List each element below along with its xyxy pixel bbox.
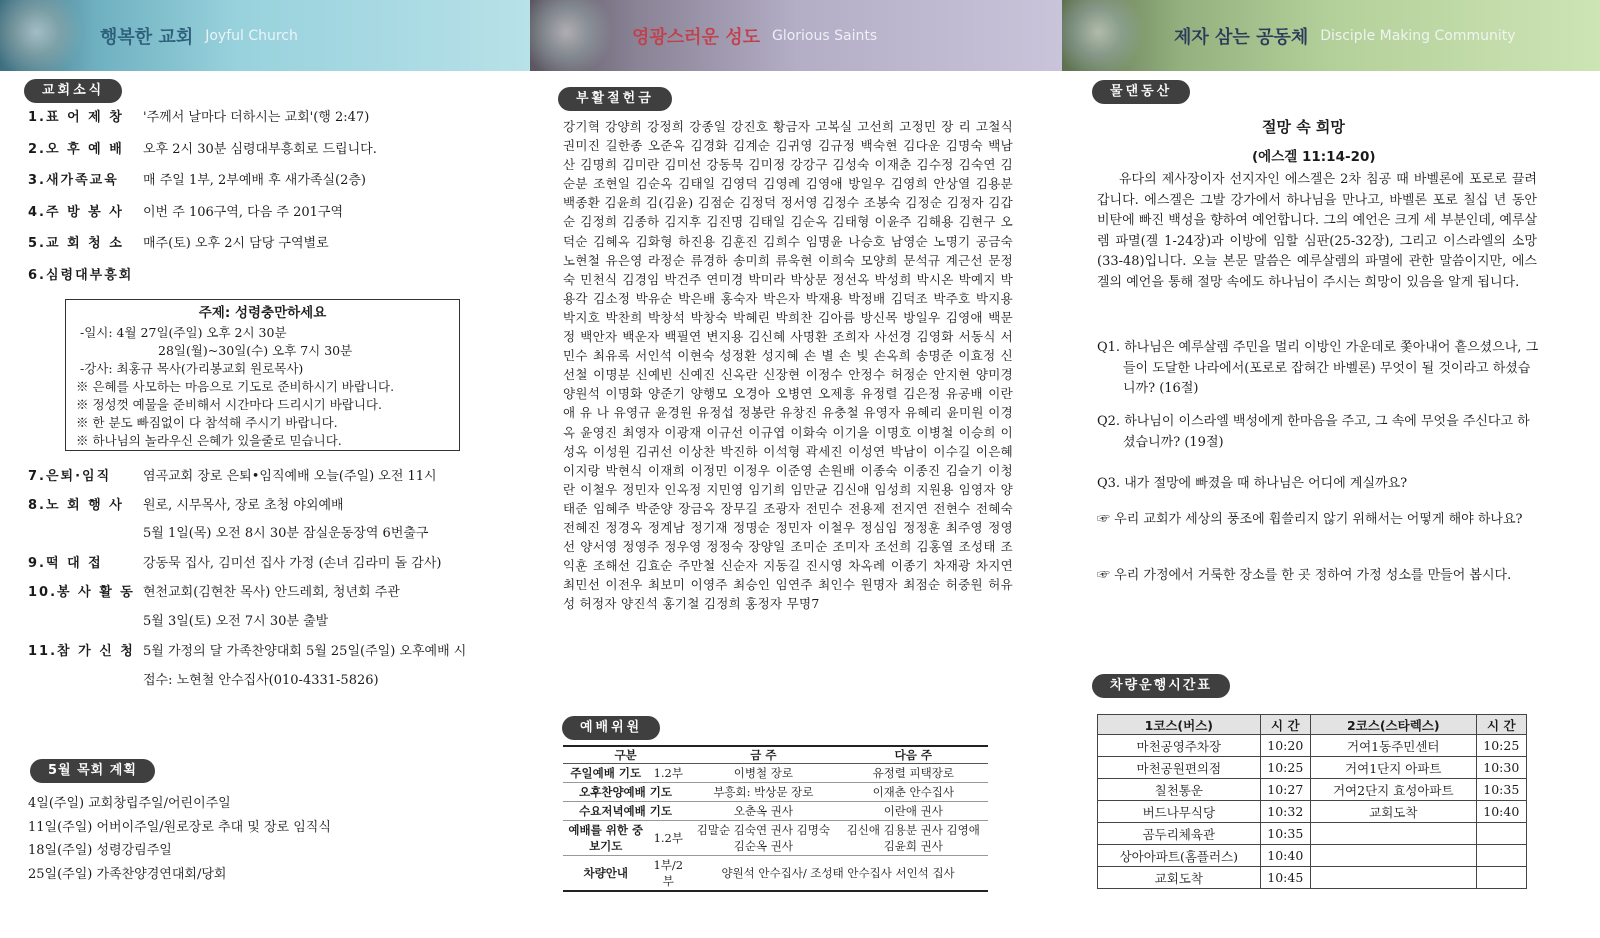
header-title: 제자 삼는 공동체 bbox=[1174, 26, 1309, 48]
news-item bbox=[28, 138, 498, 170]
header-photo bbox=[1062, 0, 1152, 71]
cell: 거여1단지 아파트 bbox=[1311, 757, 1477, 779]
worship-this: 부흥회: 박상문 장로 bbox=[688, 783, 838, 802]
header-photo bbox=[530, 0, 620, 71]
plan-item: 25일(주일) 가족찬양경연대회/당회 bbox=[28, 866, 227, 882]
revival-line: ※ 은혜를 사모하는 마음으로 기도로 준비하시기 바랍니다. bbox=[76, 379, 395, 394]
news-item bbox=[28, 522, 498, 552]
col-header: 금 주 bbox=[688, 746, 838, 764]
cell bbox=[1476, 867, 1526, 889]
table-row bbox=[563, 821, 988, 856]
worship-next: 김신애 김용분 권사 김영애 김윤희 권사 bbox=[839, 821, 988, 856]
worship-part: 1.2부 bbox=[648, 821, 688, 856]
news-item-value: 이번 주 106구역, 다음 주 201구역 bbox=[143, 204, 344, 220]
cell: 10:40 bbox=[1476, 801, 1526, 823]
table-row bbox=[563, 856, 988, 892]
news-item-value: 5월 가정의 달 가족찬양대회 5월 25일(주일) 오후예배 시 bbox=[143, 644, 467, 659]
table-row bbox=[1098, 845, 1527, 867]
col-header: 1코스(버스) bbox=[1098, 715, 1261, 735]
table-row bbox=[1098, 735, 1527, 757]
header-subtitle: Glorious Saints bbox=[771, 27, 878, 44]
news-item bbox=[28, 669, 498, 698]
news-item-value: 매 주일 1부, 2부예배 후 새가족실(2층) bbox=[143, 173, 367, 188]
cell: 10:20 bbox=[1260, 735, 1310, 757]
news-item bbox=[28, 640, 498, 669]
cell: 상아아파트(홈플러스) bbox=[1098, 845, 1261, 867]
news-item-label: 3.새가족교육 bbox=[28, 173, 119, 188]
worship-cat: 주일예배 기도 bbox=[563, 764, 648, 783]
cell: 거여1동주민센터 bbox=[1311, 735, 1477, 757]
header-title: 행복한 교회 bbox=[100, 26, 194, 48]
cell: 10:35 bbox=[1476, 779, 1526, 801]
cell bbox=[1476, 845, 1526, 867]
news-item-value: 원로, 시무목사, 장로 초청 야외예배 bbox=[143, 498, 344, 513]
cell bbox=[1476, 823, 1526, 845]
news-item bbox=[28, 169, 498, 201]
worship-this: 김말순 김숙연 권사 김명숙 김순옥 권사 bbox=[688, 821, 838, 856]
news-list-2 bbox=[28, 465, 498, 698]
news-item-label: 6.심령대부흥회 bbox=[28, 267, 134, 283]
cell: 거여2단지 효성아파트 bbox=[1311, 779, 1477, 801]
table-header bbox=[1098, 715, 1527, 735]
news-item bbox=[28, 494, 498, 522]
news-item-value: '주께서 날마다 더하시는 교회'(행 2:47) bbox=[143, 110, 370, 125]
news-item-label: 2.오 후 예 배 bbox=[28, 141, 124, 157]
cell: 마천공원편의점 bbox=[1098, 757, 1261, 779]
table-row bbox=[563, 802, 988, 821]
study-title: 절망 속 희망 bbox=[1262, 118, 1345, 136]
bus-table bbox=[1097, 714, 1527, 889]
worship-cat: 수요저녁예배 기도 bbox=[563, 802, 688, 821]
news-list bbox=[28, 106, 498, 295]
study-scripture: (에스겔 11:14-20) bbox=[1252, 149, 1376, 165]
header-subtitle: Joyful Church bbox=[205, 27, 298, 44]
cell bbox=[1311, 823, 1477, 845]
header-title: 영광스러운 성도 bbox=[632, 26, 760, 48]
bus-label: 차량운행시간표 bbox=[1092, 674, 1230, 698]
study-label: 물댄동산 bbox=[1092, 80, 1190, 104]
plan-item: 4일(주일) 교회창립주일/어린이주일 bbox=[28, 796, 231, 811]
news-item-value: 5월 1일(목) 오전 8시 30분 잠실운동장역 6번출구 bbox=[143, 526, 429, 541]
study-question: Q1. 하나님은 예루살렘 주민을 멀리 이방인 가운데로 쫓아내어 흩으셨으나, 그들이 도달한 나라에서(포로로 잡혀간 바벨론) 무엇이 될 것이라고 하셨습니까? (16절) bbox=[1097, 340, 1539, 396]
table-row bbox=[1098, 779, 1527, 801]
news-item-label: 9.떡 대 접 bbox=[28, 556, 103, 571]
news-item-value: 현천교회(김현찬 목사) 안드레회, 청년회 주관 bbox=[143, 585, 400, 600]
revival-line: ※ 정성껏 예물을 준비해서 시간마다 드리시기 바랍니다. bbox=[76, 397, 382, 412]
header-joyful-church bbox=[0, 0, 530, 71]
col-header: 다음 주 bbox=[839, 746, 988, 764]
revival-box bbox=[65, 299, 460, 451]
study-body: 유다의 제사장이자 선지자인 에스겔은 2차 침공 때 바벨론에 포로로 끌려갑니다. 에스겔은 그발 강가에서 하나님을 만나고, 바벨론 포로 칠십 년 동안 비탄에 빠진 백성을 향하여 예언합니다. 그의 예언은 크게 세 부분인데, 예루살렘 파멸(겔 1-24장)과 이방에 임할 심판(25-32장), 그리고 이스라엘의 소망(33-48)입니다. 오늘 본문 말씀은 예루살렘의 파멸에 관한 말씀이지만, 에스겔의 예언을 통해 절망 속에도 하나님이 주시는 희망이 있음을 알게 됩니다. bbox=[1097, 172, 1537, 290]
revival-line: -강사: 최홍규 목사(가리봉교회 원로목사) bbox=[80, 361, 304, 376]
news-item bbox=[28, 552, 498, 581]
study-question: ☞ 우리 가정에서 거룩한 장소를 한 곳 정하여 가정 성소를 만들어 봅시다. bbox=[1097, 568, 1512, 583]
news-item-label: 5.교 회 청 소 bbox=[28, 236, 124, 251]
col-header: 2코스(스타렉스) bbox=[1311, 715, 1477, 735]
plan-list bbox=[28, 792, 331, 886]
worship-next: 이재춘 안수집사 bbox=[839, 783, 988, 802]
news-item bbox=[28, 106, 498, 138]
worship-table bbox=[563, 745, 988, 892]
worship-part: 1.2부 bbox=[648, 764, 688, 783]
header-photo bbox=[0, 0, 90, 71]
table-row bbox=[1098, 867, 1527, 889]
news-item-value: 염곡교회 장로 은퇴•임직예배 오늘(주일) 오전 11시 bbox=[143, 469, 437, 484]
news-item bbox=[28, 232, 498, 264]
table-row bbox=[1098, 823, 1527, 845]
revival-line: -일시: 4월 27일(주일) 오후 2시 30분 bbox=[80, 325, 287, 340]
news-item-value: 5월 3일(토) 오전 7시 30분 출발 bbox=[143, 614, 329, 629]
news-item bbox=[28, 264, 498, 296]
news-item-value: 접수: 노현철 안수집사(010-4331-5826) bbox=[143, 673, 379, 688]
news-item-label: 8.노 회 행 사 bbox=[28, 498, 124, 513]
news-item bbox=[28, 465, 498, 494]
plan-label: 5월 목회 계획 bbox=[30, 759, 155, 783]
col-header: 시 간 bbox=[1260, 715, 1310, 735]
table-row bbox=[1098, 801, 1527, 823]
cell: 교회도착 bbox=[1098, 867, 1261, 889]
news-label: 교회소식 bbox=[24, 79, 122, 103]
revival-title: 주제: 성령충만하세요 bbox=[198, 305, 327, 321]
plan-item: 11일(주일) 어버이주일/원로장로 추대 및 장로 임직식 bbox=[28, 819, 331, 835]
header-disciple-community bbox=[1062, 0, 1600, 71]
offering-label: 부활절헌금 bbox=[558, 87, 672, 111]
worship-label: 예배위원 bbox=[562, 716, 660, 740]
cell: 10:25 bbox=[1476, 735, 1526, 757]
cell: 10:40 bbox=[1260, 845, 1310, 867]
table-row bbox=[563, 764, 988, 783]
worship-cat: 차량안내 bbox=[563, 856, 648, 892]
cell: 버드나무식당 bbox=[1098, 801, 1261, 823]
table-row bbox=[1098, 757, 1527, 779]
news-item bbox=[28, 201, 498, 233]
cell bbox=[1311, 845, 1477, 867]
cell: 10:27 bbox=[1260, 779, 1310, 801]
worship-next: 이란애 권사 bbox=[839, 802, 988, 821]
cell: 10:25 bbox=[1260, 757, 1310, 779]
study-question: Q2. 하나님이 이스라엘 백성에게 한마음을 주고, 그 속에 무엇을 주신다고 하셨습니까? (19절) bbox=[1097, 414, 1530, 450]
news-item bbox=[28, 610, 498, 640]
plan-item: 18일(주일) 성령강림주일 bbox=[28, 843, 172, 858]
worship-part: 1부/2부 bbox=[648, 856, 688, 892]
news-item-label: 11.참 가 신 청 bbox=[28, 644, 135, 659]
cell: 10:32 bbox=[1260, 801, 1310, 823]
cell bbox=[1311, 867, 1477, 889]
revival-line: ※ 한 분도 빠짐없이 다 참석해 주시기 바랍니다. bbox=[76, 415, 338, 430]
cell: 10:30 bbox=[1476, 757, 1526, 779]
col-header: 구분 bbox=[563, 746, 688, 764]
cell: 10:45 bbox=[1260, 867, 1310, 889]
worship-this: 이병철 장로 bbox=[688, 764, 838, 783]
worship-cat: 예배를 위한 중보기도 bbox=[563, 821, 648, 856]
table-header bbox=[563, 746, 988, 764]
cell: 마천공영주차장 bbox=[1098, 735, 1261, 757]
revival-line: ※ 하나님의 놀라우신 은혜가 있을줄로 믿습니다. bbox=[76, 433, 342, 448]
header-subtitle: Disciple Making Community bbox=[1320, 27, 1516, 44]
worship-this: 양원석 안수집사/ 조성태 안수집사 서인석 집사 bbox=[688, 856, 988, 892]
cell: 칠천통운 bbox=[1098, 779, 1261, 801]
revival-line: 28일(월)~30일(수) 오후 7시 30분 bbox=[158, 343, 353, 358]
worship-this: 오춘옥 권사 bbox=[688, 802, 838, 821]
news-item-label: 4.주 방 봉 사 bbox=[28, 204, 124, 220]
news-item-label: 7.은퇴·임직 bbox=[28, 469, 112, 484]
worship-cat: 오후찬양예배 기도 bbox=[563, 783, 688, 802]
news-item bbox=[28, 581, 498, 610]
study-question: ☞ 우리 교회가 세상의 풍조에 휩쓸리지 않기 위해서는 어떻게 해야 하나요? bbox=[1097, 512, 1523, 527]
news-item-value: 오후 2시 30분 심령대부흥회로 드립니다. bbox=[143, 141, 377, 157]
news-item-label: 10.봉 사 활 동 bbox=[28, 585, 135, 600]
news-item-value: 매주(토) 오후 2시 담당 구역별로 bbox=[143, 236, 329, 251]
study-question: Q3. 내가 절망에 빠졌을 때 하나님은 어디에 계실까요? bbox=[1097, 476, 1408, 491]
col-header: 시 간 bbox=[1476, 715, 1526, 735]
cell: 곰두리체육관 bbox=[1098, 823, 1261, 845]
cell: 교회도착 bbox=[1311, 801, 1477, 823]
news-item-label: 1.표 어 제 창 bbox=[28, 110, 124, 125]
worship-next: 유정렬 피택장로 bbox=[839, 764, 988, 783]
header-glorious-saints bbox=[530, 0, 1062, 71]
offering-names: 강기혁 강양희 강정희 강종일 강진호 황금자 고복실 고선희 고정민 장 리 고철식 권미진 길한종 오준옥 김경화 김계순 김귀영 김규정 백숙현 김다운 김명숙 백남산 김명희 김미란 김미선 강동묵 김미정 강강구 김성숙 이재춘 김수정 김숙연 김순분 조현일 김순옥 김태일 김영덕 김영례 김영애 방일우 김영희 안상열 김용분 백종환 김윤희 김(김윤) 김점순 김정덕 정서영 김정수 조봉숙 김정순 김정자 김갑순 김정희 김종하 김지후 김진명 김태일 김순옥 김태형 이윤주 김해용 김현구 오덕순 김혜옥 김화형 하진용 김훈진 김희수 임명윤 나승호 남영순 노명기 공금숙 노현철 유은영 라정순 류경하 송미희 류욱현 이희숙 모양희 문석규 계근선 문정숙 민천식 김경임 박건주 연미경 박미라 박상문 정선옥 박성희 박시온 박예지 박용각 김소정 박유순 박은배 홍숙자 박은자 박재용 박정배 김덕조 박주호 박지용 박지호 박찬희 박창석 박창숙 박혜린 박희찬 김아름 방신목 방일우 김영애 백문정 백안자 백운자 백필연 변지용 김신혜 사명환 조희자 사선경 김영화 서동식 서민수 최유록 서인석 이현숙 성정환 성지혜 손 별 손 빛 손옥희 송명준 이효정 신선철 이명분 신예빈 신예진 신옥란 신장현 이정수 안정수 허정순 안지현 양미경 양원석 이명화 양준기 양행모 오경아 오병연 오제흥 유정렬 김은정 유공배 이란애 유 나 유영규 윤경원 유정섭 정봉란 유창진 유충철 유영자 유혜리 윤미원 이경옥 윤영진 최영자 이광재 이규선 이규엽 이화숙 이기을 이명호 이병철 이승희 이성옥 이성원 김귀선 이상찬 박진하 이석형 곽세진 이성연 박남이 이수길 이은혜 이지랑 박현식 이재희 이정민 이정우 이준영 손원배 이종숙 이종진 김슬기 이청란 이철우 정민자 인옥정 지민영 임기희 임만균 김신애 임성희 지원용 임영자 양태준 임혜주 박준양 장금옥 장무길 조광자 전민수 전용제 전지연 전현수 전혜숙 전혜진 정경옥 정계남 정기재 정명순 정민자 이철우 정심임 정정훈 최주영 정영선 양서영 정영주 정우영 정정숙 장양일 조미순 조미자 조선희 김홍열 조성태 조익훈 조해선 김효순 주만철 신순자 지동길 진시영 차옥례 이종기 차재광 차지연 최민선 이전우 최보미 이영주 최승인 임연주 최인수 원명자 최점순 허중원 허유성 허정자 양진석 홍기철 김정희 홍정자 무명7 bbox=[563, 119, 1013, 612]
table-row bbox=[563, 783, 988, 802]
cell: 10:35 bbox=[1260, 823, 1310, 845]
news-item-value: 강동묵 집사, 김미선 집사 가정 (손녀 김라미 돌 감사) bbox=[143, 556, 442, 571]
